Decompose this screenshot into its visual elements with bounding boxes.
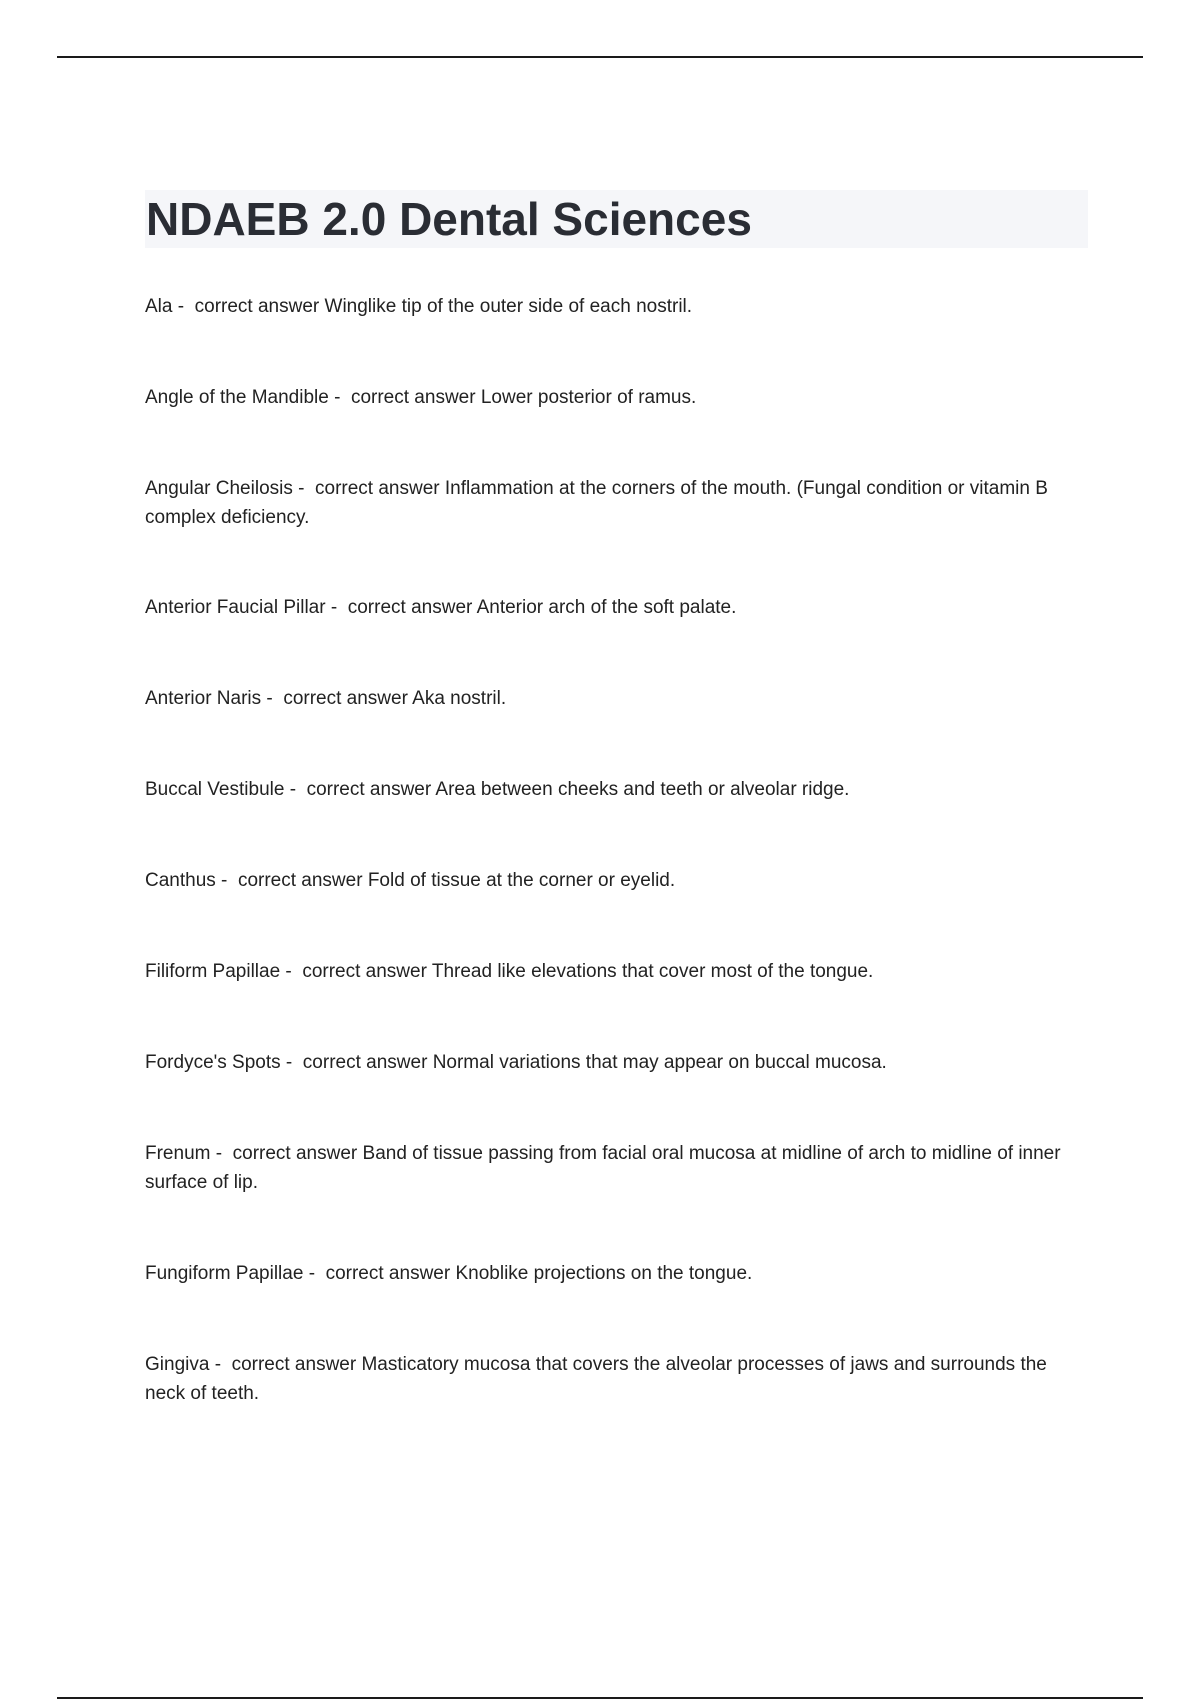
entry-term: Anterior Faucial Pillar xyxy=(145,597,326,618)
entry-term: Fungiform Papillae xyxy=(145,1263,304,1284)
entry-answer: Lower posterior of ramus. xyxy=(480,387,697,408)
entry-separator: - correct answer xyxy=(328,387,481,408)
top-divider xyxy=(57,56,1143,58)
document-title: NDAEB 2.0 Dental Sciences xyxy=(146,193,752,245)
entry-term: Gingiva xyxy=(145,1354,210,1375)
entry-answer: Area between cheeks and teeth or alveolar ridge. xyxy=(435,779,850,800)
entry-separator: - correct answer xyxy=(325,597,477,618)
flashcard-entry xyxy=(145,1259,1085,1288)
bottom-divider xyxy=(57,1697,1143,1699)
entry-separator: - correct answer xyxy=(209,1354,362,1375)
entry-term: Buccal Vestibule xyxy=(145,779,285,800)
entry-answer: Winglike tip of the outer side of each nostril. xyxy=(324,296,693,317)
entry-separator: - correct answer xyxy=(303,1263,456,1284)
entry-separator: - correct answer xyxy=(261,688,413,709)
flashcard-entry xyxy=(145,383,1085,412)
entry-term: Ala xyxy=(145,296,173,317)
entry-term: Angular Cheilosis xyxy=(145,478,293,499)
entry-separator: - correct answer xyxy=(292,478,445,499)
entry-separator: - correct answer xyxy=(215,870,368,891)
entry-answer: Masticatory mucosa that covers the alveolar processes of jaws and surrounds the neck of teeth. xyxy=(145,1354,1047,1404)
flashcard-entry xyxy=(145,1139,1085,1197)
entry-term: Angle of the Mandible xyxy=(145,387,329,408)
entry-term: Anterior Naris xyxy=(145,688,262,709)
entry-separator: - correct answer xyxy=(284,779,436,800)
entry-answer: Fold of tissue at the corner or eyelid. xyxy=(367,870,676,891)
entry-term: Fordyce's Spots xyxy=(145,1052,281,1073)
flashcard-entry xyxy=(145,684,1085,713)
flashcard-entry xyxy=(145,775,1085,804)
entry-separator: - correct answer xyxy=(280,1052,433,1073)
entry-answer: Inflammation at the corners of the mouth. (Fungal condition or vitamin B complex deficiency. xyxy=(145,478,1048,528)
entry-term: Frenum xyxy=(145,1143,211,1164)
entry-separator: - correct answer xyxy=(280,961,432,982)
entry-answer: Knoblike projections on the tongue. xyxy=(455,1263,753,1284)
entry-answer: Thread like elevations that cover most of the tongue. xyxy=(431,961,874,982)
entry-answer: Anterior arch of the soft palate. xyxy=(476,597,737,618)
entry-separator: - correct answer xyxy=(172,296,325,317)
entry-answer: Normal variations that may appear on buccal mucosa. xyxy=(432,1052,887,1073)
flashcard-entry xyxy=(145,593,1085,622)
entry-term: Filiform Papillae xyxy=(145,961,281,982)
flashcard-entry xyxy=(145,957,1085,986)
flashcard-entry xyxy=(145,474,1085,532)
flashcard-entry xyxy=(145,1048,1085,1077)
flashcard-entry xyxy=(145,1350,1085,1408)
flashcard-entry xyxy=(145,866,1085,895)
entry-answer: Band of tissue passing from facial oral mucosa at midline of arch to midline of inner surface of lip. xyxy=(145,1143,1061,1193)
entry-separator: - correct answer xyxy=(210,1143,363,1164)
entry-term: Canthus xyxy=(145,870,216,891)
entry-answer: Aka nostril. xyxy=(412,688,507,709)
flashcard-entry xyxy=(145,292,1085,321)
